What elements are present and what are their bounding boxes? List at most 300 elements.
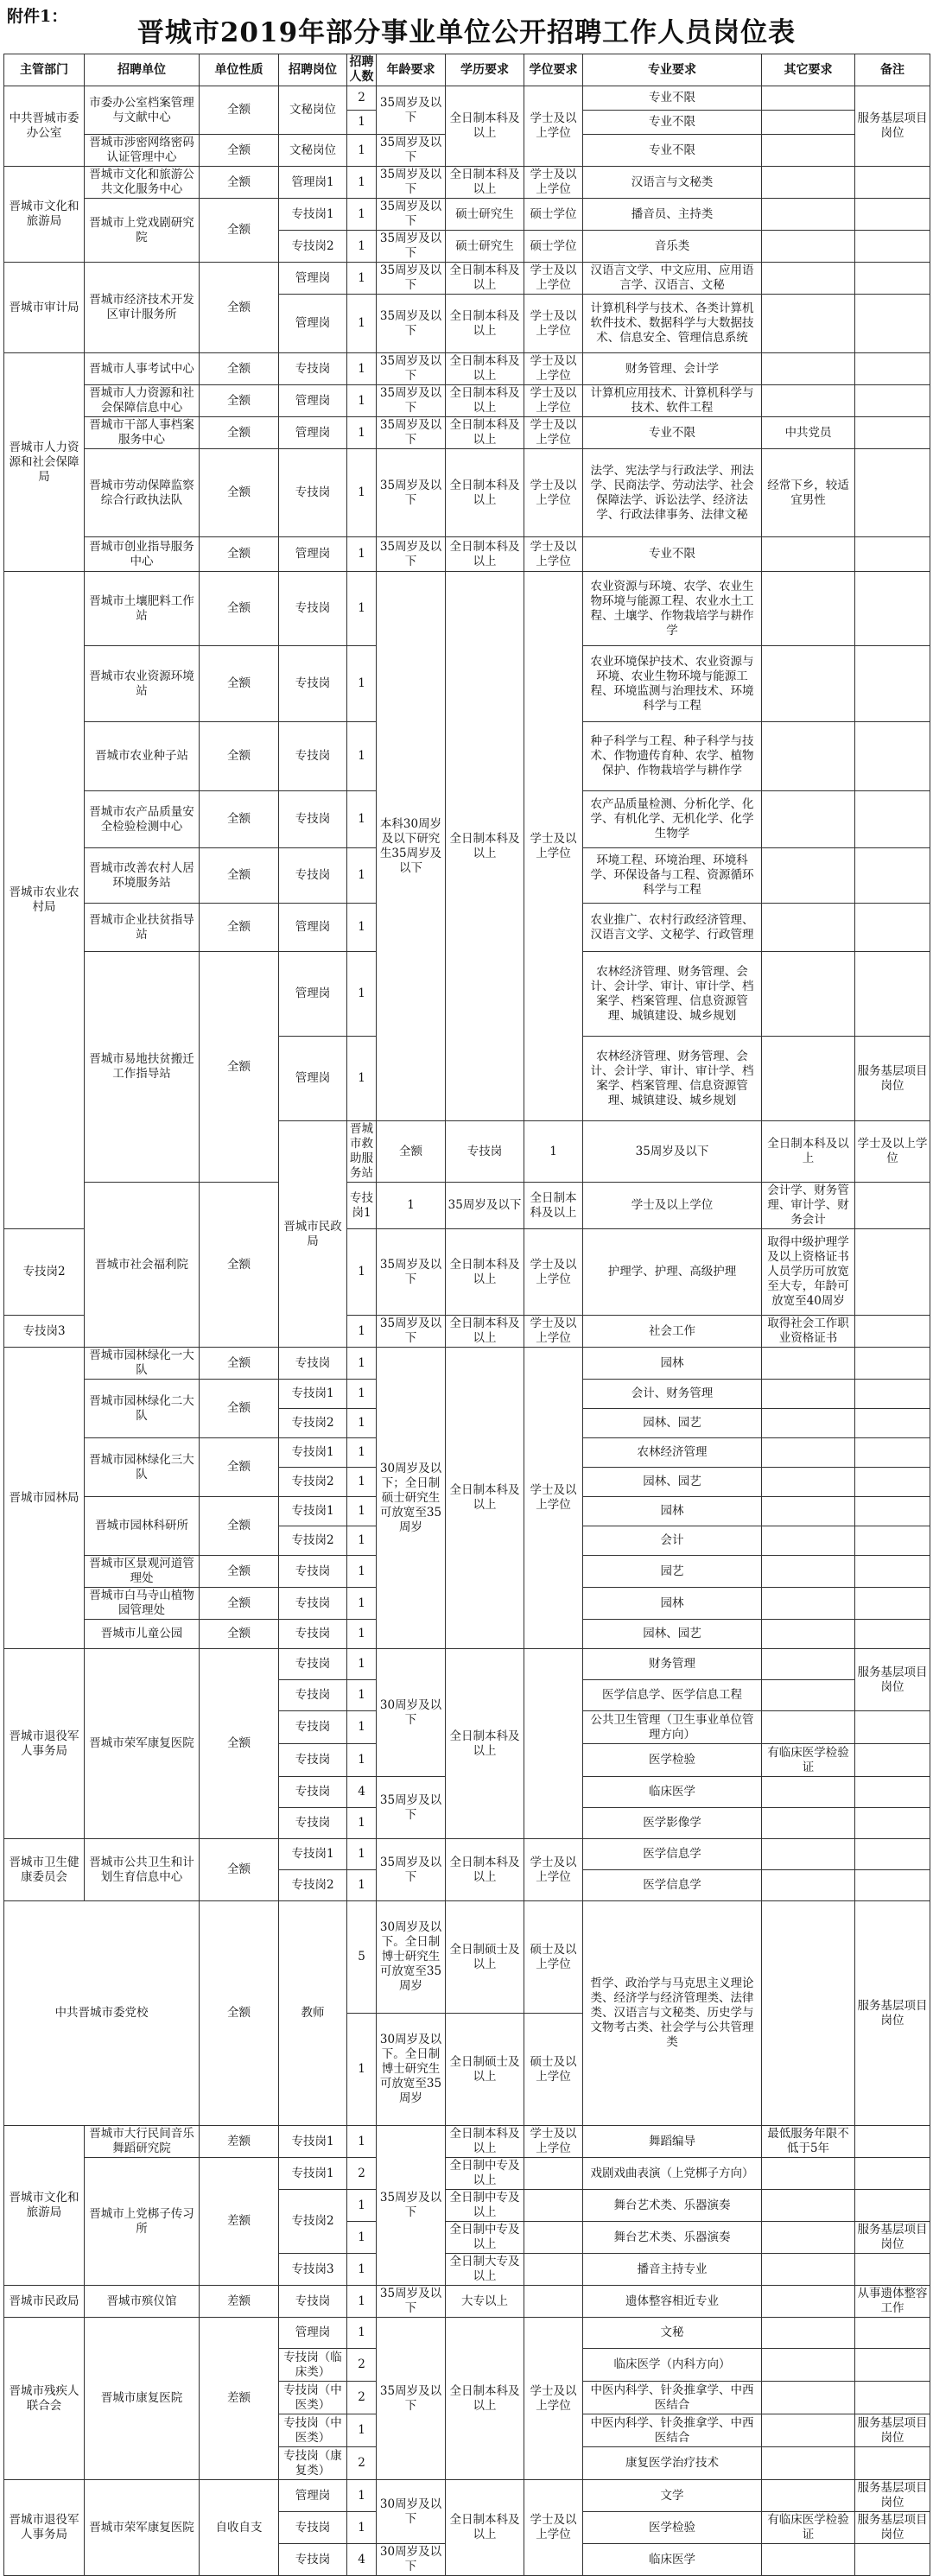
cell-post: 管理岗 — [279, 2480, 347, 2512]
cell-post: 专技岗 — [279, 449, 347, 537]
cell-major: 学士及以上学位 — [583, 1183, 762, 1229]
cell-major: 园艺 — [583, 1556, 762, 1588]
cell-age: 35周岁及以下 — [377, 2318, 446, 2480]
cell-post: 专技岗 — [279, 1744, 347, 1777]
cell-count: 1 — [347, 417, 377, 449]
cell-major: 护理学、护理、高级护理 — [583, 1229, 762, 1316]
cell-education: 全日制本科及以上 — [446, 86, 524, 167]
cell-remark — [855, 2544, 930, 2576]
cell-other — [762, 2158, 855, 2190]
cell-nature: 全额 — [200, 1839, 279, 1901]
cell-degree: 学士及以上学位 — [524, 2480, 583, 2576]
cell-age: 35周岁及以下 — [377, 86, 446, 135]
cell-remark — [855, 537, 930, 572]
col-header-remark: 备注 — [855, 54, 930, 86]
cell-unit: 晋城市社会福利院 — [85, 1183, 200, 1348]
cell-other — [762, 1901, 855, 2126]
cell-other — [762, 2480, 855, 2512]
cell-nature: 全额 — [200, 1556, 279, 1588]
cell-nature: 全额 — [200, 791, 279, 848]
cell-unit: 晋城市上党戏剧研究院 — [85, 199, 200, 263]
cell-education: 35周岁及以下 — [446, 1183, 524, 1229]
cell-unit: 晋城市园林绿化一大队 — [85, 1348, 200, 1380]
table-row — [4, 1901, 930, 2014]
cell-unit: 市委办公室档案管理与文献中心 — [85, 86, 200, 135]
cell-degree: 全日制本科及以上 — [524, 1183, 583, 1229]
col-header-count: 招聘人数 — [347, 54, 377, 86]
cell-education: 全日制硕士及以上 — [446, 2014, 524, 2126]
cell-age: 35周岁及以下 — [377, 1229, 446, 1316]
cell-count: 2 — [347, 2382, 377, 2414]
cell-other — [762, 791, 855, 848]
cell-age: 35周岁及以下 — [377, 537, 446, 572]
cell-unit: 晋城市儿童公园 — [85, 1620, 200, 1649]
cell-age: 35周岁及以下 — [377, 1316, 446, 1348]
cell-other — [762, 2254, 855, 2286]
cell-other — [762, 1808, 855, 1839]
cell-major: 临床医学 — [583, 1777, 762, 1808]
cell-remark — [855, 2447, 930, 2480]
cell-major: 音乐类 — [583, 231, 762, 263]
cell-count: 1 — [347, 2254, 377, 2286]
cell-post: 管理岗 — [279, 295, 347, 353]
cell-count: 1 — [347, 295, 377, 353]
table-row — [4, 353, 930, 385]
cell-other — [762, 2447, 855, 2480]
cell-dept: 中共晋城市委办公室 — [4, 86, 85, 167]
col-header-other: 其它要求 — [762, 54, 855, 86]
cell-post: 专技岗 — [279, 1620, 347, 1649]
cell-post: 专技岗2 — [279, 1870, 347, 1901]
cell-post: 管理岗 — [279, 263, 347, 295]
cell-major: 医学检验 — [583, 1744, 762, 1777]
cell-age: 35周岁及以下 — [377, 199, 446, 231]
cell-remark: 服务基层项目岗位 — [855, 1037, 930, 1121]
cell-education: 全日制本科及以上 — [446, 2480, 524, 2576]
cell-other — [762, 1497, 855, 1526]
cell-remark — [855, 1348, 930, 1380]
cell-nature: 全额 — [200, 904, 279, 952]
col-header-dept: 主管部门 — [4, 54, 85, 86]
cell-degree: 学士及以上学位 — [524, 417, 583, 449]
cell-post: 专技岗 — [279, 1588, 347, 1620]
cell-age: 35周岁及以下 — [377, 295, 446, 353]
cell-dept: 专技岗3 — [4, 1316, 85, 1348]
cell-major: 临床医学（内科方向） — [583, 2349, 762, 2382]
cell-degree: 学士及以上学位 — [524, 1316, 583, 1348]
cell-remark — [855, 2158, 930, 2190]
cell-remark — [855, 1744, 930, 1777]
cell-education: 专技岗 — [446, 1121, 524, 1183]
position-table — [3, 54, 930, 2576]
cell-other — [762, 353, 855, 385]
cell-major: 医学信息学 — [583, 1870, 762, 1901]
cell-count: 1 — [347, 2414, 377, 2447]
cell-degree: 硕士及以上学位 — [524, 1901, 583, 2014]
cell-unit: 晋城市殡仪馆 — [85, 2286, 200, 2318]
cell-major: 临床医学 — [583, 2544, 762, 2576]
cell-nature: 差额 — [200, 2126, 279, 2158]
cell-nature: 全额 — [200, 1348, 279, 1380]
col-header-degree: 学位要求 — [524, 54, 583, 86]
cell-degree: 学士及以上学位 — [524, 449, 583, 537]
cell-post: 专技岗 — [279, 2544, 347, 2576]
cell-post: 管理岗 — [279, 385, 347, 417]
cell-remark — [855, 1316, 930, 1348]
cell-post: 文秘岗位 — [279, 86, 347, 135]
cell-other — [762, 263, 855, 295]
cell-remark — [855, 1808, 930, 1839]
cell-nature: 全额 — [200, 1497, 279, 1556]
attachment-label: 附件1： — [7, 7, 68, 26]
cell-major: 医学检验 — [583, 2512, 762, 2544]
cell-remark — [855, 2349, 930, 2382]
cell-major: 专业不限 — [583, 111, 762, 135]
cell-remark — [855, 572, 930, 646]
cell-unit: 晋城市劳动保障监察综合行政执法队 — [85, 449, 200, 537]
cell-age: 35周岁及以下 — [377, 353, 446, 385]
cell-degree — [524, 2286, 583, 2318]
cell-age: 35周岁及以下 — [377, 167, 446, 199]
cell-remark — [855, 722, 930, 791]
cell-nature: 全额 — [200, 263, 279, 353]
cell-unit: 晋城市大行民间音乐舞蹈研究院 — [85, 2126, 200, 2158]
cell-nature: 全额 — [200, 572, 279, 646]
cell-remark — [855, 2254, 930, 2286]
cell-age: 30周岁及以下 — [377, 2480, 446, 2544]
cell-unit: 晋城市易地扶贫搬迁工作指导站 — [85, 952, 200, 1183]
cell-count: 1 — [347, 572, 377, 646]
cell-major: 财务管理 — [583, 1649, 762, 1680]
cell-nature: 全额 — [200, 86, 279, 135]
cell-remark — [855, 231, 930, 263]
col-header-age: 年龄要求 — [377, 54, 446, 86]
cell-education: 全日制本科及以上 — [446, 385, 524, 417]
cell-remark: 服务基层项目岗位 — [855, 2414, 930, 2447]
cell-other — [762, 2190, 855, 2222]
cell-remark — [855, 1229, 930, 1316]
cell-post: 专技岗 — [279, 1808, 347, 1839]
table-row — [4, 1649, 930, 1680]
cell-other — [762, 1526, 855, 1556]
cell-post: 专技岗1 — [279, 2126, 347, 2158]
cell-unit: 晋城市改善农村人居环境服务站 — [85, 848, 200, 904]
cell-post: 专技岗 — [279, 1348, 347, 1380]
cell-major: 医学信息学 — [583, 1839, 762, 1870]
cell-remark — [855, 2190, 930, 2222]
cell-major: 公共卫生管理（卫生事业单位管理方向） — [583, 1711, 762, 1744]
cell-post: 专技岗2 — [279, 1468, 347, 1497]
cell-age: 35周岁及以下 — [377, 1839, 446, 1901]
cell-major: 舞蹈编导 — [583, 2126, 762, 2158]
cell-remark: 服务基层项目岗位 — [855, 2480, 930, 2512]
cell-nature: 全额 — [200, 537, 279, 572]
cell-remark — [855, 263, 930, 295]
table-row — [4, 385, 930, 417]
cell-other: 取得社会工作职业资格证书 — [762, 1316, 855, 1348]
cell-count: 1 — [347, 2286, 377, 2318]
col-header-unit: 招聘单位 — [85, 54, 200, 86]
cell-count: 1 — [347, 1711, 377, 1744]
cell-major: 园林、园艺 — [583, 1409, 762, 1438]
cell-remark — [855, 646, 930, 722]
cell-degree: 1 — [524, 1121, 583, 1183]
cell-count: 1 — [347, 1316, 377, 1348]
cell-major: 农林经济管理、财务管理、会计、会计学、审计、审计学、档案学、档案管理、信息资源管理、城镇建设、城乡规划 — [583, 952, 762, 1037]
cell-education: 全日制中专及以上 — [446, 2222, 524, 2254]
table-row — [4, 2480, 930, 2512]
cell-major: 园林 — [583, 1588, 762, 1620]
cell-age: 35周岁及以下 — [377, 2126, 446, 2286]
cell-count: 1 — [347, 1497, 377, 1526]
cell-nature: 全额 — [200, 1649, 279, 1839]
cell-degree — [524, 2190, 583, 2222]
cell-unit: 晋城市经济技术开发区审计服务所 — [85, 263, 200, 353]
page-header — [0, 0, 933, 55]
cell-post: 专技岗（中医类） — [279, 2414, 347, 2447]
cell-count: 1 — [347, 2014, 377, 2126]
cell-post: 专技岗 — [279, 572, 347, 646]
cell-other — [762, 111, 855, 135]
cell-other — [762, 2382, 855, 2414]
cell-count: 1 — [347, 2512, 377, 2544]
cell-remark — [855, 2318, 930, 2349]
cell-count: 1 — [347, 1526, 377, 1556]
cell-major: 环境工程、环境治理、环境科学、环保设备与工程、资源循环科学与工程 — [583, 848, 762, 904]
cell-other — [762, 2286, 855, 2318]
cell-unit: 晋城市荣军康复医院 — [85, 1649, 200, 1839]
cell-unit: 晋城市白马寺山植物园管理处 — [85, 1588, 200, 1620]
cell-post: 专技岗 — [279, 353, 347, 385]
cell-remark: 服务基层项目岗位 — [855, 86, 930, 167]
table-row — [4, 2286, 930, 2318]
cell-education: 全日制硕士及以上 — [446, 1901, 524, 2014]
cell-remark: 从事遗体整容工作 — [855, 2286, 930, 2318]
cell-remark — [855, 1777, 930, 1808]
cell-other — [762, 1037, 855, 1121]
cell-count: 1 — [347, 848, 377, 904]
cell-major: 中医内科学、针灸推拿学、中西医结合 — [583, 2382, 762, 2414]
table-row — [4, 2126, 930, 2158]
cell-other — [762, 295, 855, 353]
cell-education: 全日制本科及以上 — [446, 295, 524, 353]
cell-degree: 学士及以上学位 — [524, 295, 583, 353]
cell-remark — [855, 1620, 930, 1649]
cell-remark — [855, 1380, 930, 1409]
cell-dept: 晋城市农业农村局 — [4, 572, 85, 1229]
cell-count: 2 — [347, 2447, 377, 2480]
cell-count: 1 — [347, 1620, 377, 1649]
cell-dept: 晋城市卫生健康委员会 — [4, 1839, 85, 1901]
cell-age: 本科30周岁及以下研究生35周岁及以下 — [377, 572, 446, 1121]
cell-other: 最低服务年限不低于5年 — [762, 2126, 855, 2158]
cell-education: 全日制本科及以上 — [446, 2126, 524, 2158]
cell-remark: 服务基层项目岗位 — [855, 1901, 930, 2126]
table-row — [4, 2158, 930, 2190]
cell-other: 有临床医学检验证 — [762, 1744, 855, 1777]
cell-age: 30周岁及以下；全日制硕士研究生可放宽至35周岁 — [377, 1348, 446, 1649]
cell-count: 1 — [347, 199, 377, 231]
cell-other — [762, 952, 855, 1037]
cell-major: 汉语言与文秘类 — [583, 167, 762, 199]
cell-major: 35周岁及以下 — [583, 1121, 762, 1183]
cell-count: 1 — [347, 537, 377, 572]
cell-count: 1 — [347, 2222, 377, 2254]
cell-dept: 晋城市民政局 — [4, 2286, 85, 2318]
cell-education: 全日制本科及以上 — [446, 353, 524, 385]
cell-degree: 学士及以上学位 — [524, 385, 583, 417]
cell-degree: 硕士学位 — [524, 231, 583, 263]
cell-nature: 差额 — [200, 2158, 279, 2286]
cell-major: 专业不限 — [583, 417, 762, 449]
cell-education: 全日制本科及以上 — [446, 1348, 524, 1649]
cell-education: 全日制中专及以上 — [446, 2158, 524, 2190]
cell-remark: 服务基层项目岗位 — [855, 1649, 930, 1711]
cell-count: 1 — [347, 1839, 377, 1870]
cell-post: 专技岗2 — [279, 2190, 347, 2254]
cell-other: 取得中级护理学及以上资格证书人员学历可放宽至大专，年龄可放宽至40周岁 — [762, 1229, 855, 1316]
cell-nature: 全额 — [200, 848, 279, 904]
cell-count: 2 — [347, 86, 377, 111]
cell-age: 35周岁及以下 — [377, 1777, 446, 1839]
cell-major: 种子科学与工程、种子科学与技术、作物遗传育种、农学、植物保护、作物栽培学与耕作学 — [583, 722, 762, 791]
cell-other — [762, 1680, 855, 1711]
cell-unit: 晋城市农业资源环境站 — [85, 646, 200, 722]
cell-count: 2 — [347, 2158, 377, 2190]
cell-post: 专技岗 — [279, 1556, 347, 1588]
cell-nature: 全额 — [200, 646, 279, 722]
cell-count: 1 — [347, 1680, 377, 1711]
cell-other — [762, 848, 855, 904]
cell-post: 专技岗 — [279, 791, 347, 848]
cell-degree: 学士及以上学位 — [524, 167, 583, 199]
cell-remark — [855, 1468, 930, 1497]
table-row — [4, 1839, 930, 1870]
cell-nature: 全额 — [200, 952, 279, 1183]
cell-nature: 全额 — [200, 167, 279, 199]
cell-other — [762, 722, 855, 791]
cell-post: 专技岗（中医类） — [279, 2382, 347, 2414]
cell-remark — [855, 2382, 930, 2414]
cell-nature: 全额 — [200, 417, 279, 449]
cell-unit: 晋城市园林绿化二大队 — [85, 1380, 200, 1438]
cell-nature: 全额 — [200, 1588, 279, 1620]
cell-unit: 晋城市园林科研所 — [85, 1497, 200, 1556]
col-header-post: 招聘岗位 — [279, 54, 347, 86]
cell-post: 教师 — [279, 1901, 347, 2126]
cell-nature: 全额 — [200, 135, 279, 167]
cell-education: 全日制本科及以上 — [446, 1839, 524, 1901]
cell-post: 专技岗 — [279, 1711, 347, 1744]
cell-unit: 晋城市人事考试中心 — [85, 353, 200, 385]
cell-count: 1 — [347, 385, 377, 417]
cell-degree: 学士及以上学位 — [524, 572, 583, 1121]
cell-post: 管理岗 — [279, 1037, 347, 1121]
cell-post: 管理岗 — [279, 537, 347, 572]
cell-post: 专技岗 — [279, 1777, 347, 1808]
cell-major: 专业不限 — [583, 537, 762, 572]
cell-remark — [855, 353, 930, 385]
cell-count: 1 — [347, 1556, 377, 1588]
cell-unit: 晋城市农产品质量安全检验检测中心 — [85, 791, 200, 848]
cell-count: 1 — [347, 263, 377, 295]
cell-other — [762, 385, 855, 417]
cell-remark — [855, 952, 930, 1037]
cell-nature: 全额 — [200, 199, 279, 263]
table-row — [4, 449, 930, 537]
cell-count: 1 — [347, 2190, 377, 2222]
cell-post: 专技岗2 — [279, 231, 347, 263]
cell-education: 全日制本科及以上 — [446, 167, 524, 199]
page-title: 晋城市2019年部分事业单位公开招聘工作人员岗位表 — [136, 17, 797, 48]
cell-remark — [855, 1526, 930, 1556]
cell-major: 戏剧戏曲表演（上党梆子方向） — [583, 2158, 762, 2190]
cell-post: 专技岗1 — [279, 199, 347, 231]
cell-count: 1 — [347, 1229, 377, 1316]
table-row — [4, 86, 930, 111]
cell-unit: 晋城市企业扶贫指导站 — [85, 904, 200, 952]
cell-post: 专技岗1 — [279, 1438, 347, 1468]
cell-degree: 学士及以上学位 — [524, 2318, 583, 2480]
cell-dept: 晋城市文化和旅游局 — [4, 167, 85, 263]
cell-nature: 全额 — [200, 1620, 279, 1649]
cell-count: 1 — [347, 1380, 377, 1409]
cell-remark — [855, 385, 930, 417]
cell-major: 园林、园艺 — [583, 1468, 762, 1497]
cell-other — [762, 646, 855, 722]
cell-count: 1 — [347, 1468, 377, 1497]
cell-remark: 服务基层项目岗位 — [855, 2222, 930, 2254]
cell-age: 35周岁及以下 — [377, 135, 446, 167]
cell-age: 35周岁及以下 — [377, 385, 446, 417]
cell-count: 1 — [347, 449, 377, 537]
cell-major: 财务管理、会计学 — [583, 353, 762, 385]
table-row — [4, 1348, 930, 1380]
cell-major: 专业不限 — [583, 86, 762, 111]
cell-age: 35周岁及以下 — [377, 417, 446, 449]
cell-post: 管理岗1 — [279, 167, 347, 199]
cell-other — [762, 86, 855, 111]
cell-post: 专技岗 — [279, 1649, 347, 1680]
cell-count: 2 — [347, 2349, 377, 2382]
cell-remark — [855, 1870, 930, 1901]
cell-degree: 学士及以上学位 — [524, 353, 583, 385]
cell-count: 1 — [347, 722, 377, 791]
cell-remark — [855, 2126, 930, 2158]
cell-unit: 晋城市公共卫生和计划生育信息中心 — [85, 1839, 200, 1901]
cell-count: 4 — [347, 2544, 377, 2576]
cell-count: 4 — [347, 1777, 377, 1808]
cell-unit: 晋城市文化和旅游公共文化服务中心 — [85, 167, 200, 199]
cell-age: 35周岁及以下 — [377, 2286, 446, 2318]
cell-remark — [855, 791, 930, 848]
cell-count: 1 — [347, 1037, 377, 1121]
cell-nature: 全额 — [200, 1183, 279, 1348]
cell-post: 专技岗 — [279, 848, 347, 904]
cell-degree — [524, 2222, 583, 2254]
cell-post: 专技岗（临床类） — [279, 2349, 347, 2382]
cell-dept: 晋城市残疾人联合会 — [4, 2318, 85, 2480]
cell-degree: 学士及以上学位 — [524, 86, 583, 167]
cell-other — [762, 1777, 855, 1808]
cell-degree — [524, 2158, 583, 2190]
cell-count: 1 — [347, 646, 377, 722]
cell-major: 康复医学治疗技术 — [583, 2447, 762, 2480]
cell-nature: 差额 — [200, 2286, 279, 2318]
cell-post: 管理岗 — [279, 952, 347, 1037]
cell-count: 1 — [347, 353, 377, 385]
table-row — [4, 199, 930, 231]
